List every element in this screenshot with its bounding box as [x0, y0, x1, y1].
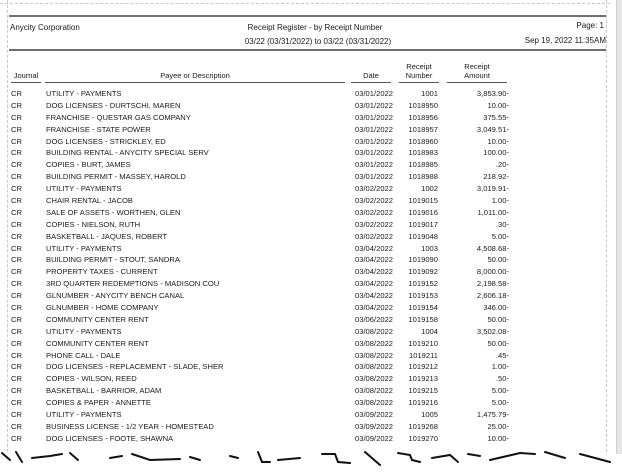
date-cell: 03/04/2022: [355, 291, 394, 301]
receipt-amount-cell: 5.00-: [491, 231, 509, 241]
table-row: [0, 278, 622, 290]
journal-cell: CR: [11, 160, 22, 170]
column-header-receipt-amount: [447, 62, 507, 80]
table-row: [0, 314, 622, 326]
date-cell: 03/09/2022: [355, 410, 394, 420]
page-number: Page: 1: [576, 21, 604, 30]
receipt-number-cell: 1018950: [408, 100, 438, 110]
date-cell: 03/09/2022: [355, 421, 394, 431]
payee-cell: DOG LICENSES - FOOTE, SHAWNA: [46, 433, 174, 443]
receipt-amount-cell: 25.00-: [487, 421, 509, 431]
date-cell: 03/02/2022: [355, 219, 394, 229]
journal-cell: CR: [11, 89, 22, 98]
receipt-amount-cell: 218.92-: [483, 172, 509, 182]
receipt-amount-cell: .45-: [495, 350, 509, 360]
date-cell: 03/01/2022: [355, 160, 394, 170]
receipt-number-cell: 1019016: [408, 207, 438, 217]
receipt-amount-cell: 3,502.08-: [476, 326, 509, 336]
receipt-number-cell: 1019210: [408, 338, 438, 348]
receipt-amount-cell: .50-: [495, 374, 509, 384]
table-row: [0, 326, 622, 338]
journal-cell: CR: [11, 100, 22, 110]
receipt-amount-cell: 50.00-: [487, 255, 509, 265]
date-cell: 03/04/2022: [355, 243, 394, 253]
table-row: [0, 350, 622, 362]
date-cell: 03/01/2022: [355, 136, 394, 146]
journal-cell: CR: [11, 184, 22, 194]
receipt-number-cell: 1001: [421, 89, 438, 98]
table-row: [0, 409, 622, 421]
column-underline: [45, 82, 345, 83]
column-underline: [399, 82, 439, 83]
receipt-amount-cell: 2,606.18-: [476, 291, 509, 301]
receipt-number-cell: 1018983: [408, 148, 438, 158]
receipt-number-cell: 1019017: [408, 219, 438, 229]
header-top-rule: [9, 15, 606, 17]
table-row: [0, 290, 622, 302]
receipt-amount-cell: 1,011.00-: [477, 207, 509, 217]
payee-cell: DOG LICENSES - STRICKLEY, ED: [46, 136, 166, 146]
receipt-number-cell: 1019268: [408, 421, 438, 431]
torn-page-edge: [0, 450, 622, 472]
report-title: Receipt Register - by Receipt Number: [247, 23, 383, 32]
payee-cell: UTILITY - PAYMENTS: [46, 184, 122, 194]
payee-cell: COMMUNITY CENTER RENT: [46, 338, 149, 348]
journal-cell: CR: [11, 231, 22, 241]
payee-cell: UTILITY - PAYMENTS: [46, 89, 122, 98]
receipt-amount-cell: 1,475.79-: [476, 410, 509, 420]
journal-cell: CR: [11, 172, 22, 182]
receipt-amount-cell: .20-: [495, 160, 509, 170]
date-cell: 03/01/2022: [355, 172, 394, 182]
receipt-number-cell: 1019090: [408, 255, 438, 265]
payee-cell: GLNUMBER - HOME COMPANY: [46, 303, 159, 313]
journal-cell: CR: [11, 124, 22, 134]
date-cell: 03/08/2022: [355, 374, 394, 384]
payee-cell: GLNUMBER - ANYCITY BENCH CANAL: [46, 291, 185, 301]
journal-cell: CR: [11, 279, 22, 289]
journal-cell: CR: [11, 207, 22, 217]
date-cell: 03/08/2022: [355, 398, 394, 408]
receipt-amount-cell: 3,019.91-: [476, 184, 509, 194]
date-cell: 03/06/2022: [355, 314, 394, 324]
journal-cell: CR: [11, 112, 22, 122]
table-row: [0, 254, 622, 266]
receipt-amount-cell: 3,853.90-: [476, 89, 509, 98]
payee-cell: BASKETBALL - BARRIOR, ADAM: [46, 386, 162, 396]
receipt-number-cell: 1005: [421, 410, 438, 420]
journal-cell: CR: [11, 410, 22, 420]
payee-cell: FRANCHISE - STATE POWER: [46, 124, 151, 134]
column-underline: [11, 82, 41, 83]
date-cell: 03/02/2022: [355, 184, 394, 194]
payee-cell: BUSINESS LICENSE - 1/2 YEAR - HOMESTEAD: [46, 421, 214, 431]
receipt-number-cell: 1019152: [408, 279, 438, 289]
payee-cell: UTILITY - PAYMENTS: [46, 243, 122, 253]
date-cell: 03/08/2022: [355, 362, 394, 372]
table-row: [0, 397, 622, 409]
date-cell: 03/01/2022: [355, 148, 394, 158]
payee-cell: COPIES - WILSON, REED: [46, 374, 137, 384]
print-timestamp: Sep 19, 2022 11:35AM: [524, 36, 606, 45]
date-cell: 03/04/2022: [355, 267, 394, 277]
date-cell: 03/04/2022: [355, 303, 394, 313]
column-header-payee: [45, 71, 345, 80]
payee-cell: PROPERTY TAXES - CURRENT: [46, 267, 158, 277]
journal-cell: CR: [11, 421, 22, 431]
report-date-range: 03/22 (03/31/2022) to 03/22 (03/31/2022): [244, 37, 392, 46]
journal-cell: CR: [11, 219, 22, 229]
journal-cell: CR: [11, 350, 22, 360]
table-row: [0, 183, 622, 195]
date-cell: 03/08/2022: [355, 326, 394, 336]
table-row: [0, 373, 622, 385]
payee-cell: BASKETBALL - JAQUES, ROBERT: [46, 231, 168, 241]
table-row: [0, 243, 622, 255]
receipt-number-cell: 1018985: [408, 160, 438, 170]
payee-cell: 3RD QUARTER REDEMPTIONS - MADISON COU: [46, 279, 220, 289]
date-cell: 03/01/2022: [355, 100, 394, 110]
receipt-table-body: [0, 88, 622, 445]
payee-cell: COPIES - BURT, JAMES: [46, 160, 131, 170]
receipt-number-cell: 1019211: [409, 350, 438, 360]
journal-cell: CR: [11, 338, 22, 348]
table-row: [0, 100, 622, 112]
receipt-amount-cell: 100.00-: [483, 148, 509, 158]
payee-cell: BUILDING PERMIT - STOUT, SANDRA: [46, 255, 180, 265]
date-cell: 03/08/2022: [355, 338, 394, 348]
receipt-number-cell: 1018988: [408, 172, 438, 182]
receipt-number-cell: 1019212: [408, 362, 438, 372]
journal-cell: CR: [11, 148, 22, 158]
payee-cell: COPIES & PAPER - ANNETTE: [46, 398, 151, 408]
date-cell: 03/09/2022: [355, 433, 394, 443]
table-row: [0, 195, 622, 207]
receipt-amount-cell: 1.00-: [491, 196, 509, 206]
receipt-number-cell: 1019048: [408, 231, 438, 241]
receipt-number-cell: 1019270: [408, 433, 438, 443]
receipt-number-cell: 1004: [421, 326, 438, 336]
journal-cell: CR: [11, 433, 22, 443]
table-row: [0, 231, 622, 243]
receipt-number-cell: 1003: [421, 243, 438, 253]
table-row: [0, 266, 622, 278]
journal-cell: CR: [11, 386, 22, 396]
payee-cell: UTILITY - PAYMENTS: [46, 326, 122, 336]
page-margin-guide-top: [0, 3, 610, 4]
table-row: [0, 136, 622, 148]
journal-cell: CR: [11, 255, 22, 265]
journal-cell: CR: [11, 303, 22, 313]
table-row: [0, 338, 622, 350]
date-cell: 03/02/2022: [355, 231, 394, 241]
journal-cell: CR: [11, 267, 22, 277]
column-header-journal-label: Journal: [13, 71, 39, 80]
date-cell: 03/01/2022: [355, 89, 394, 98]
receipt-amount-cell: 10.00-: [487, 433, 509, 443]
date-cell: 03/01/2022: [355, 124, 394, 134]
column-header-receipt-number-label: Receipt Number: [405, 62, 433, 80]
receipt-amount-cell: 50.00-: [487, 314, 509, 324]
receipt-number-cell: 1019158: [408, 314, 438, 324]
receipt-amount-cell: 375.55-: [483, 112, 509, 122]
table-row: [0, 124, 622, 136]
receipt-number-cell: 1019015: [408, 196, 438, 206]
column-header-date: [351, 71, 391, 80]
journal-cell: CR: [11, 136, 22, 146]
table-row: [0, 385, 622, 397]
receipt-number-cell: 1019154: [408, 303, 438, 313]
table-row: [0, 159, 622, 171]
receipt-amount-cell: 10.00-: [487, 136, 509, 146]
journal-cell: CR: [11, 362, 22, 372]
receipt-amount-cell: 8,000.00-: [476, 267, 509, 277]
receipt-amount-cell: 4,508.68-: [476, 243, 509, 253]
journal-cell: CR: [11, 314, 22, 324]
receipt-amount-cell: 5.00-: [491, 398, 509, 408]
header-bottom-rule: [9, 49, 606, 51]
table-row: [0, 88, 622, 100]
receipt-amount-cell: 1.00-: [491, 362, 509, 372]
column-header-receipt-number: [399, 62, 439, 80]
receipt-number-cell: 1002: [421, 184, 438, 194]
date-cell: 03/02/2022: [355, 207, 394, 217]
journal-cell: CR: [11, 398, 22, 408]
date-cell: 03/04/2022: [355, 279, 394, 289]
receipt-number-cell: 1018956: [408, 112, 438, 122]
receipt-amount-cell: 5.00-: [491, 386, 509, 396]
payee-cell: PHONE CALL - DALE: [46, 350, 121, 360]
payee-cell: UTILITY - PAYMENTS: [46, 410, 122, 420]
receipt-amount-cell: 3,049.51-: [476, 124, 509, 134]
date-cell: 03/01/2022: [355, 112, 394, 122]
table-row: [0, 302, 622, 314]
receipt-number-cell: 1018960: [408, 136, 438, 146]
receipt-number-cell: 1019153: [408, 291, 438, 301]
date-cell: 03/08/2022: [355, 350, 394, 360]
journal-cell: CR: [11, 374, 22, 384]
table-row: [0, 207, 622, 219]
column-header-date-label: Date: [363, 71, 379, 80]
table-row: [0, 171, 622, 183]
payee-cell: DOG LICENSES - REPLACEMENT - SLADE, SHER: [46, 362, 224, 372]
payee-cell: BUILDING PERMIT - MASSEY, HAROLD: [46, 172, 186, 182]
payee-cell: COPIES - NIELSON, RUTH: [46, 219, 141, 229]
receipt-number-cell: 1018957: [408, 124, 438, 134]
receipt-amount-cell: .30-: [495, 219, 509, 229]
payee-cell: CHAIR RENTAL - JACOB: [46, 196, 133, 206]
column-underline: [447, 82, 507, 83]
table-row: [0, 433, 622, 445]
table-row: [0, 112, 622, 124]
column-header-journal: [11, 71, 41, 80]
journal-cell: CR: [11, 326, 22, 336]
receipt-number-cell: 1019213: [408, 374, 438, 384]
receipt-amount-cell: 50.00-: [487, 338, 509, 348]
column-header-payee-label: Payee or Description: [160, 71, 230, 80]
table-row: [0, 361, 622, 373]
table-row: [0, 219, 622, 231]
receipt-amount-cell: 346.00-: [483, 303, 509, 313]
payee-cell: COMMUNITY CENTER RENT: [46, 314, 149, 324]
receipt-number-cell: 1019216: [408, 398, 438, 408]
payee-cell: DOG LICENSES - DURTSCHI, MAREN: [46, 100, 181, 110]
column-header-receipt-amount-label: Receipt Amount: [464, 62, 490, 80]
receipt-amount-cell: 2,198.58-: [476, 279, 509, 289]
payee-cell: SALE OF ASSETS - WORTHEN, GLEN: [46, 207, 181, 217]
payee-cell: BUILDING RENTAL - ANYCITY SPECIAL SERV: [46, 148, 209, 158]
receipt-amount-cell: 10.00-: [487, 100, 509, 110]
date-cell: 03/08/2022: [355, 386, 394, 396]
date-cell: 03/02/2022: [355, 196, 394, 206]
table-row: [0, 147, 622, 159]
journal-cell: CR: [11, 291, 22, 301]
journal-cell: CR: [11, 243, 22, 253]
company-name: Anycity Corporation: [10, 23, 80, 32]
receipt-number-cell: 1019215: [408, 386, 438, 396]
date-cell: 03/04/2022: [355, 255, 394, 265]
payee-cell: FRANCHISE - QUESTAR GAS COMPANY: [46, 112, 191, 122]
column-underline: [351, 82, 391, 83]
journal-cell: CR: [11, 196, 22, 206]
receipt-number-cell: 1019092: [408, 267, 438, 277]
table-row: [0, 421, 622, 433]
